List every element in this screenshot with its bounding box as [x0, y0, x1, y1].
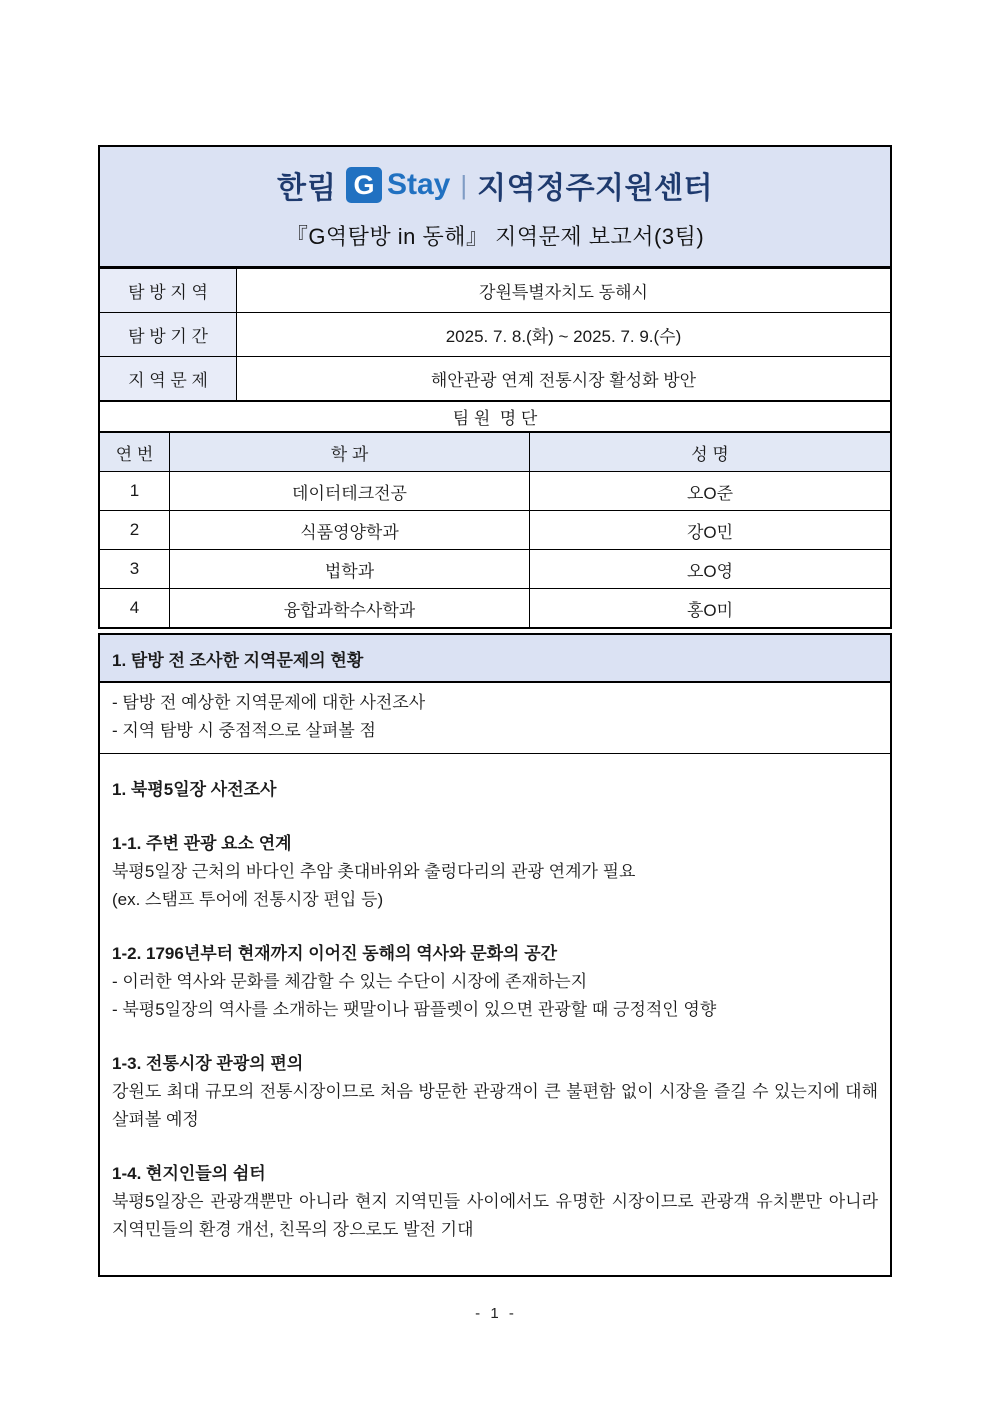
content-block-2: [112, 940, 878, 1024]
content-block-4-line-1: 북평5일장은 관광객뿐만 아니라 현지 지역민들 사이에서도 유명한 시장이므로 관광객 유치뿐만 아니라 지역민들의 환경 개선, 친목의 장으로도 발전 기대: [112, 1192, 878, 1239]
info-label-period: 탐 방 기 간: [100, 313, 237, 356]
content-block-1: [112, 830, 878, 914]
content-block-1-line-1: 북평5일장 근처의 바다인 추암 촛대바위와 출렁다리의 관광 연계가 필요: [112, 862, 636, 881]
info-row-region: [100, 268, 890, 312]
content-block-1-line-2: (ex. 스탬프 투어에 전통시장 편입 등): [112, 890, 384, 909]
team-row-4: [100, 588, 890, 627]
team-row-4-no: 4: [100, 589, 170, 627]
info-label-region: 탐 방 지 역: [100, 269, 237, 312]
content-block-3: [112, 1050, 878, 1134]
content-block-2-line-1: - 이러한 역사와 문화를 체감할 수 있는 수단이 시장에 존재하는지: [112, 972, 588, 991]
team-row-4-dept: 융합과학수사학과: [170, 589, 530, 627]
team-roster-title: 팀 원 명 단: [100, 400, 890, 431]
content-block-0: [112, 776, 878, 804]
report-title: 『G역탐방 in 동해』 지역문제 보고서(3팀): [285, 224, 705, 249]
content-block-4: [112, 1160, 878, 1244]
info-value-period: 2025. 7. 8.(화) ~ 2025. 7. 9.(수): [237, 313, 890, 356]
team-row-2-dept: 식품영양학과: [170, 511, 530, 549]
page-number: - 1 -: [475, 1305, 517, 1322]
logo-hanlim-text: 한림: [277, 172, 337, 205]
overview-line-1: - 탐방 전 예상한 지역문제에 대한 사전조사: [112, 693, 426, 712]
team-row-3-no: 3: [100, 550, 170, 588]
report-header: [100, 147, 890, 268]
team-row-4-name: 홍O미: [686, 600, 734, 620]
logo-center-name: 지역정주지원센터: [477, 172, 713, 205]
overview-line-2: - 지역 탐방 시 중점적으로 살펴볼 점: [112, 721, 376, 740]
content-block-1-heading: 1-1. 주변 관광 요소 연계: [112, 834, 292, 853]
content-block-2-heading: 1-2. 1796년부터 현재까지 이어진 동해의 역사와 문화의 공간: [112, 944, 558, 963]
team-col-dept-header: 학 과: [170, 433, 530, 471]
info-label-problem: 지 역 문 제: [100, 357, 237, 400]
info-row-problem: [100, 356, 890, 400]
info-value-region: 강원특별자치도 동해시: [237, 269, 890, 312]
org-logo: [110, 164, 880, 206]
logo-stay-text: Stay: [386, 168, 451, 201]
team-row-1-dept: 데이터테크전공: [170, 472, 530, 510]
section-overview: [100, 683, 890, 754]
team-row-2-name: 강O민: [686, 522, 734, 542]
section-table: [98, 633, 892, 1277]
section-content: [100, 754, 890, 1275]
team-header-row: [100, 431, 890, 471]
team-row-1-no: 1: [100, 472, 170, 510]
section-heading: 1. 탐방 전 조사한 지역문제의 현황: [100, 635, 890, 683]
report-info-table: [98, 145, 892, 629]
info-row-period: [100, 312, 890, 356]
content-block-0-heading: 1. 북평5일장 사전조사: [112, 780, 277, 799]
team-row-3-dept: 법학과: [170, 550, 530, 588]
team-row-3: [100, 549, 890, 588]
info-value-problem: 해안관광 연계 전통시장 활성화 방안: [237, 357, 890, 400]
team-row-3-name: 오O영: [686, 561, 734, 581]
team-col-no-header: 연 번: [100, 433, 170, 471]
team-row-2: [100, 510, 890, 549]
content-block-2-line-2: - 북평5일장의 역사를 소개하는 팻말이나 팜플렛이 있으면 관광할 때 긍정적인 영향: [112, 1000, 717, 1019]
logo-g-badge-icon: G: [346, 167, 382, 203]
logo-separator: |: [460, 169, 468, 200]
team-row-1: [100, 471, 890, 510]
team-col-name-header: 성 명: [691, 444, 729, 464]
team-row-2-no: 2: [100, 511, 170, 549]
content-block-3-heading: 1-3. 전통시장 관광의 편의: [112, 1054, 304, 1073]
content-block-4-heading: 1-4. 현지인들의 쉼터: [112, 1164, 266, 1183]
content-block-3-line-1: 강원도 최대 규모의 전통시장이므로 처음 방문한 관광객이 큰 불편함 없이 시장을 즐길 수 있는지에 대해 살펴볼 예정: [112, 1082, 878, 1129]
team-row-1-name: 오O준: [686, 483, 734, 503]
